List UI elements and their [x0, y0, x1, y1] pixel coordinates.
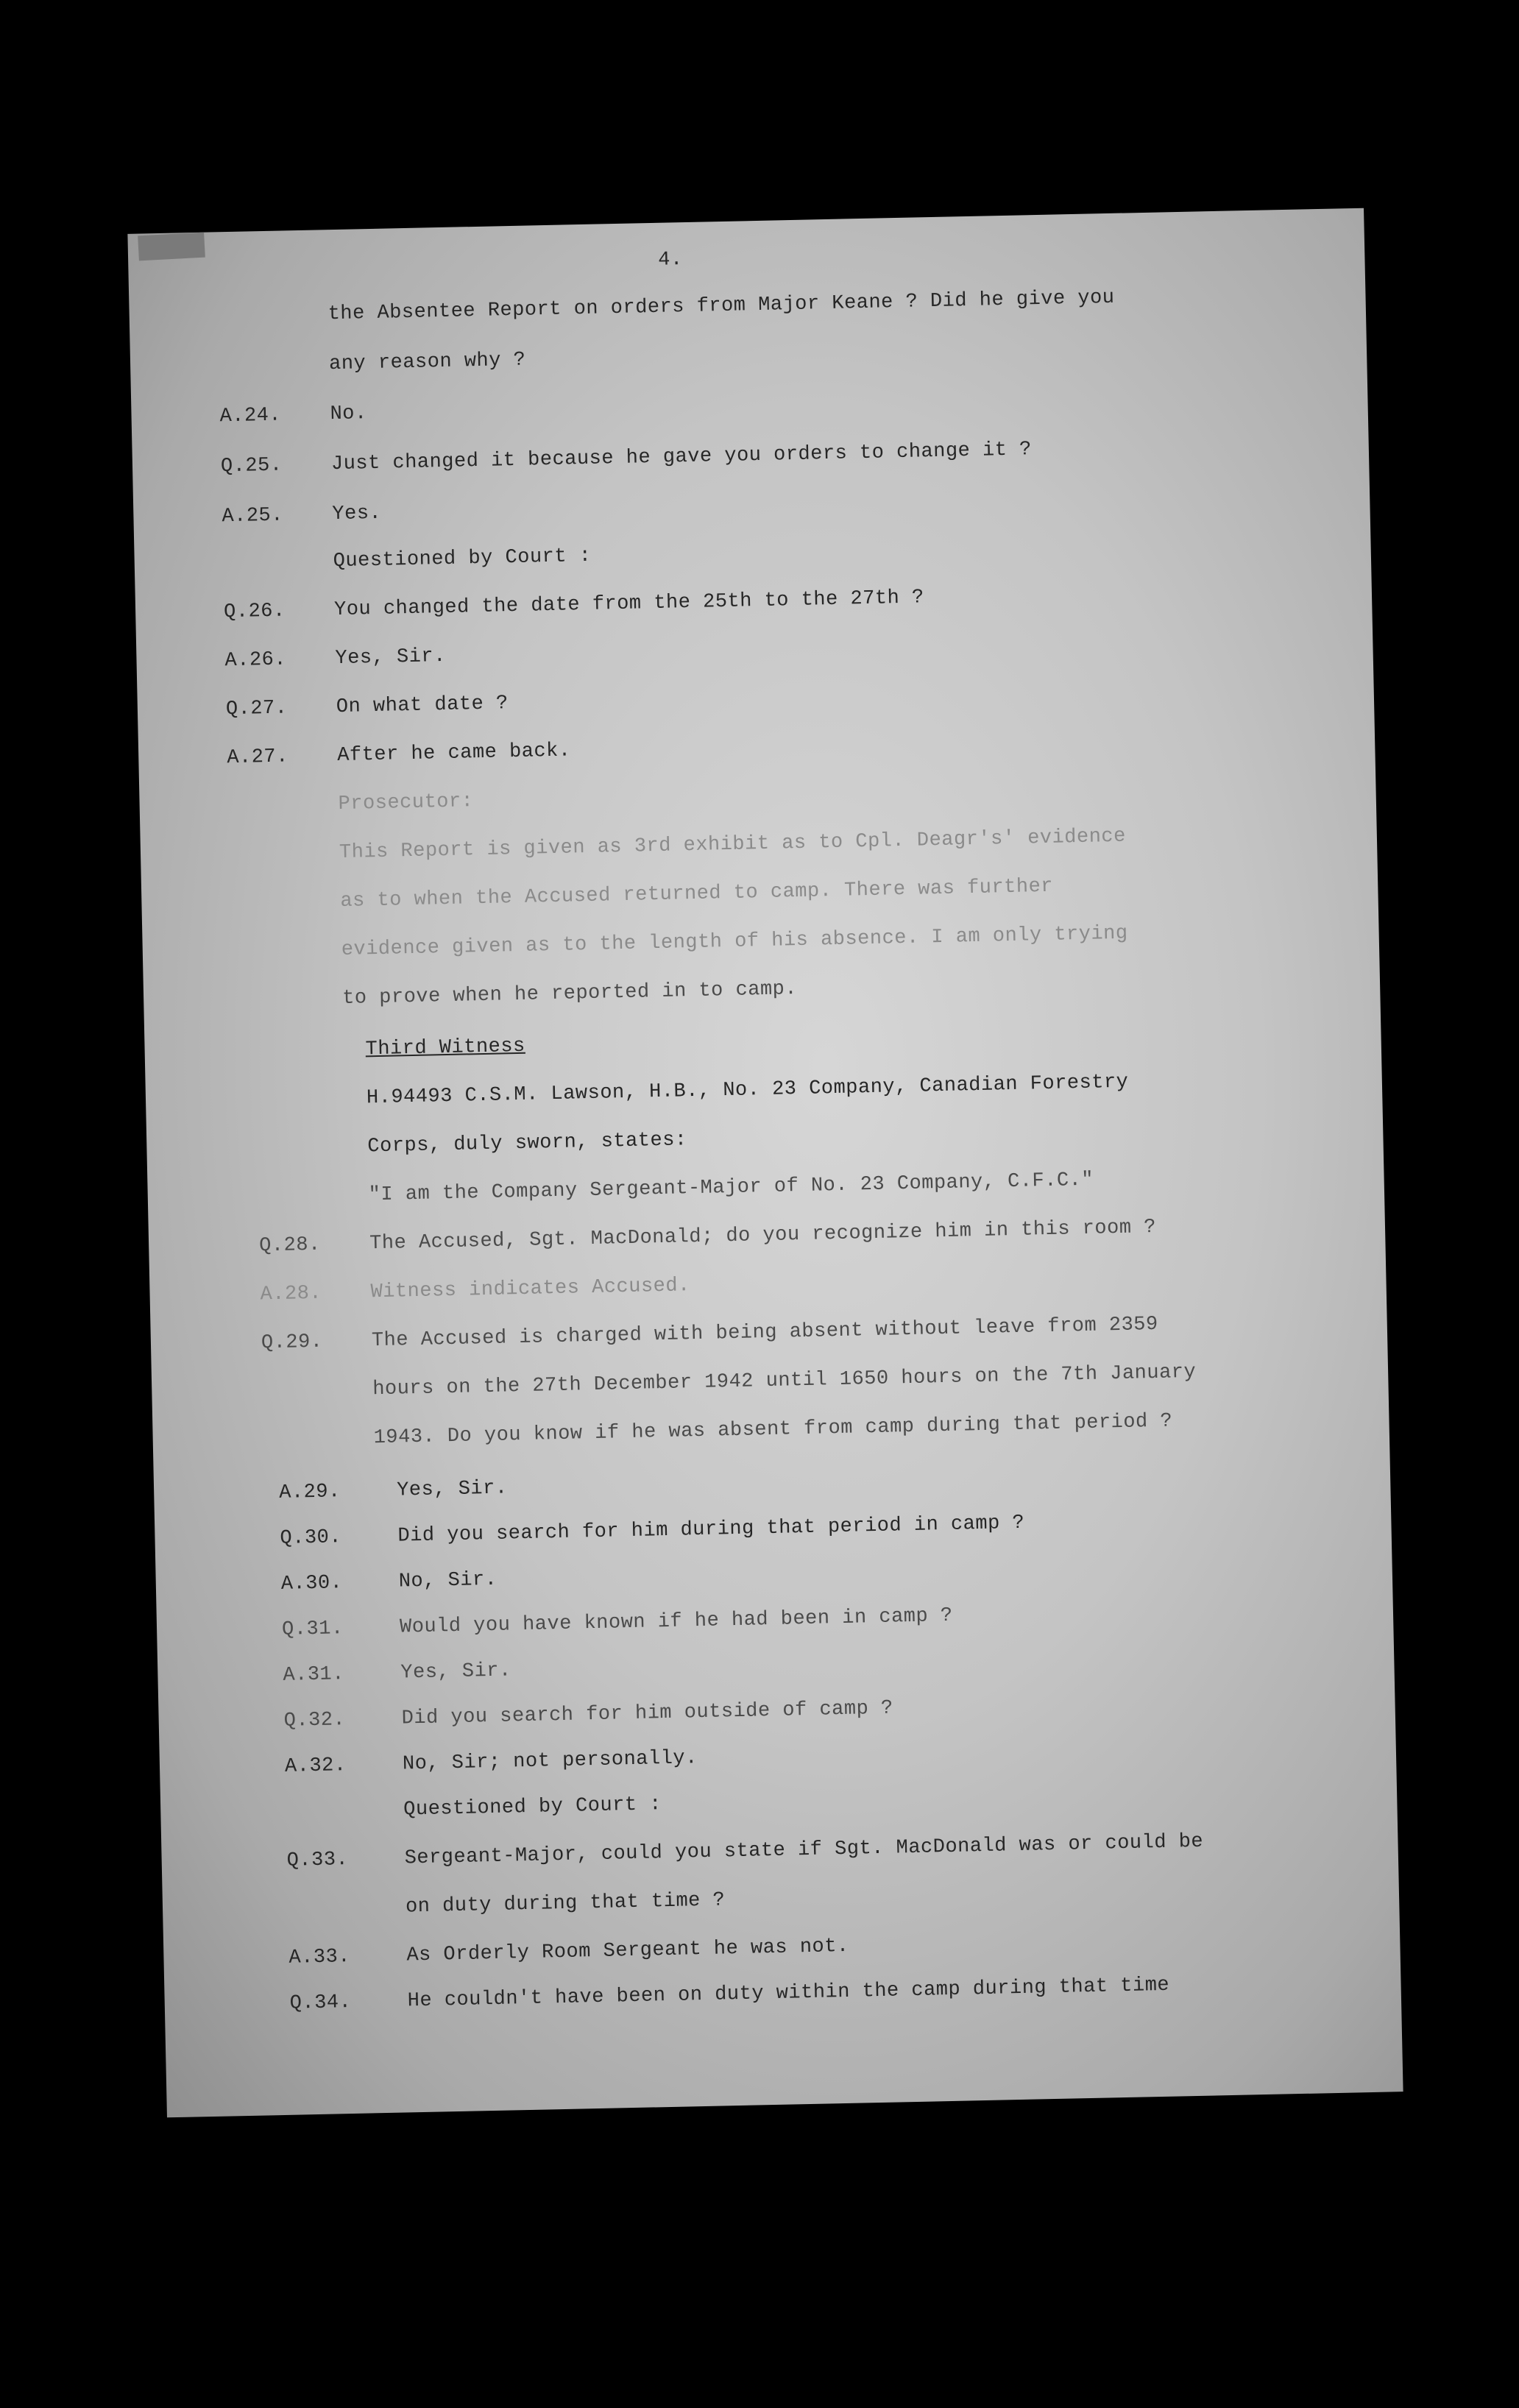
section-heading: Questioned by Court : — [403, 1793, 662, 1821]
section-heading: Third Witness — [365, 1035, 526, 1061]
typed-text-block — [127, 208, 1403, 2118]
line-text: evidence given as to the length of his absence. I am only trying — [341, 922, 1128, 961]
line-text: As Orderly Room Sergeant he was not. — [406, 1935, 849, 1967]
line-text: Did you search for him during that period in camp ? — [397, 1512, 1025, 1548]
line-text: Yes, Sir. — [396, 1477, 508, 1502]
line-label — [230, 891, 318, 893]
line-text: This Report is given as 3rd exhibit as to Cpl. Deagr's' evidence — [339, 825, 1127, 865]
line-label — [236, 1186, 325, 1188]
line-label: A.31. — [283, 1663, 345, 1687]
line-text: the Absentee Report on orders from Major Keane ? Did he give you — [327, 286, 1115, 326]
line-text: Did you search for him outside of camp ? — [401, 1697, 893, 1730]
line-text: any reason why ? — [328, 349, 526, 376]
line-label — [288, 1897, 376, 1899]
line-text: Just changed it because he gave you orders to change it ? — [330, 439, 1033, 476]
line-label: A.30. — [280, 1572, 343, 1596]
line-label: A.33. — [288, 1946, 351, 1969]
line-label — [232, 988, 320, 991]
line-text: You changed the date from the 25th to the 27th ? — [333, 587, 925, 622]
line-label: Q.29. — [261, 1331, 323, 1355]
line-label — [235, 1137, 323, 1139]
line-label: A.32. — [284, 1754, 347, 1778]
line-label: A.28. — [260, 1282, 322, 1306]
line-text: The Accused is charged with being absent without leave from 2359 — [371, 1313, 1159, 1353]
line-text: Witness indicates Accused. — [370, 1275, 691, 1304]
line-label: A.26. — [224, 648, 287, 673]
line-text: Corps, duly sworn, states: — [367, 1129, 687, 1158]
line-label: Q.34. — [289, 1991, 352, 2015]
line-text: No, Sir. — [398, 1568, 498, 1593]
line-text: He couldn't have been on duty within the camp during that time — [407, 1974, 1170, 2013]
line-text: After he came back. — [336, 740, 571, 768]
line-text: hours on the 27th December 1942 until 1650 hours on the 7th January — [372, 1361, 1197, 1401]
line-label — [222, 551, 311, 553]
line-label — [227, 794, 316, 796]
line-label: A.25. — [222, 504, 284, 528]
line-label: A.27. — [227, 746, 289, 770]
line-label — [219, 354, 307, 356]
line-label — [229, 843, 317, 845]
line-text: Sergeant-Major, could you state if Sgt. MacDonald was or could be — [404, 1830, 1204, 1870]
line-label: Q.32. — [283, 1709, 346, 1732]
line-label — [217, 304, 305, 306]
line-label — [286, 1799, 374, 1802]
line-label — [262, 1379, 350, 1381]
line-label: Q.27. — [225, 697, 288, 721]
line-text: Yes. — [332, 502, 382, 526]
line-text: Yes, Sir. — [400, 1660, 512, 1685]
section-heading: Prosecutor: — [338, 790, 474, 816]
line-label: Q.26. — [223, 600, 286, 624]
line-text: No, Sir; not personally. — [402, 1747, 698, 1776]
line-label: Q.28. — [258, 1233, 322, 1258]
line-text: "I am the Company Sergeant-Major of No. 23 Company, C.F.C." — [368, 1169, 1094, 1207]
line-label — [263, 1428, 351, 1430]
line-label: A.29. — [278, 1481, 341, 1504]
line-text: Would you have known if he had been in camp ? — [399, 1604, 953, 1639]
line-text: No. — [330, 403, 367, 426]
line-label: A.24. — [219, 404, 282, 428]
line-label: Q.30. — [280, 1526, 342, 1550]
page-number: 4. — [657, 249, 684, 272]
line-text: to prove when he reported in to camp. — [341, 978, 798, 1010]
line-label — [233, 1040, 321, 1042]
line-label: Q.31. — [281, 1618, 344, 1641]
line-text: On what date ? — [336, 693, 509, 719]
line-text: H.94493 C.S.M. Lawson, H.B., No. 23 Company, Canadian Forestry — [366, 1071, 1129, 1110]
line-label — [234, 1088, 322, 1091]
line-text: on duty during that time ? — [405, 1889, 726, 1919]
line-text: Yes, Sir. — [335, 645, 447, 670]
line-text: as to when the Accused returned to camp. There was further — [340, 875, 1054, 913]
line-text: The Accused, Sgt. MacDonald; do you recognize him in this room ? — [369, 1216, 1157, 1256]
section-heading: Questioned by Court : — [333, 545, 592, 573]
line-text: 1943. Do you know if he was absent from camp during that period ? — [373, 1410, 1173, 1450]
line-label: Q.33. — [286, 1849, 349, 1872]
line-label: Q.25. — [220, 454, 283, 478]
line-label — [231, 940, 319, 942]
